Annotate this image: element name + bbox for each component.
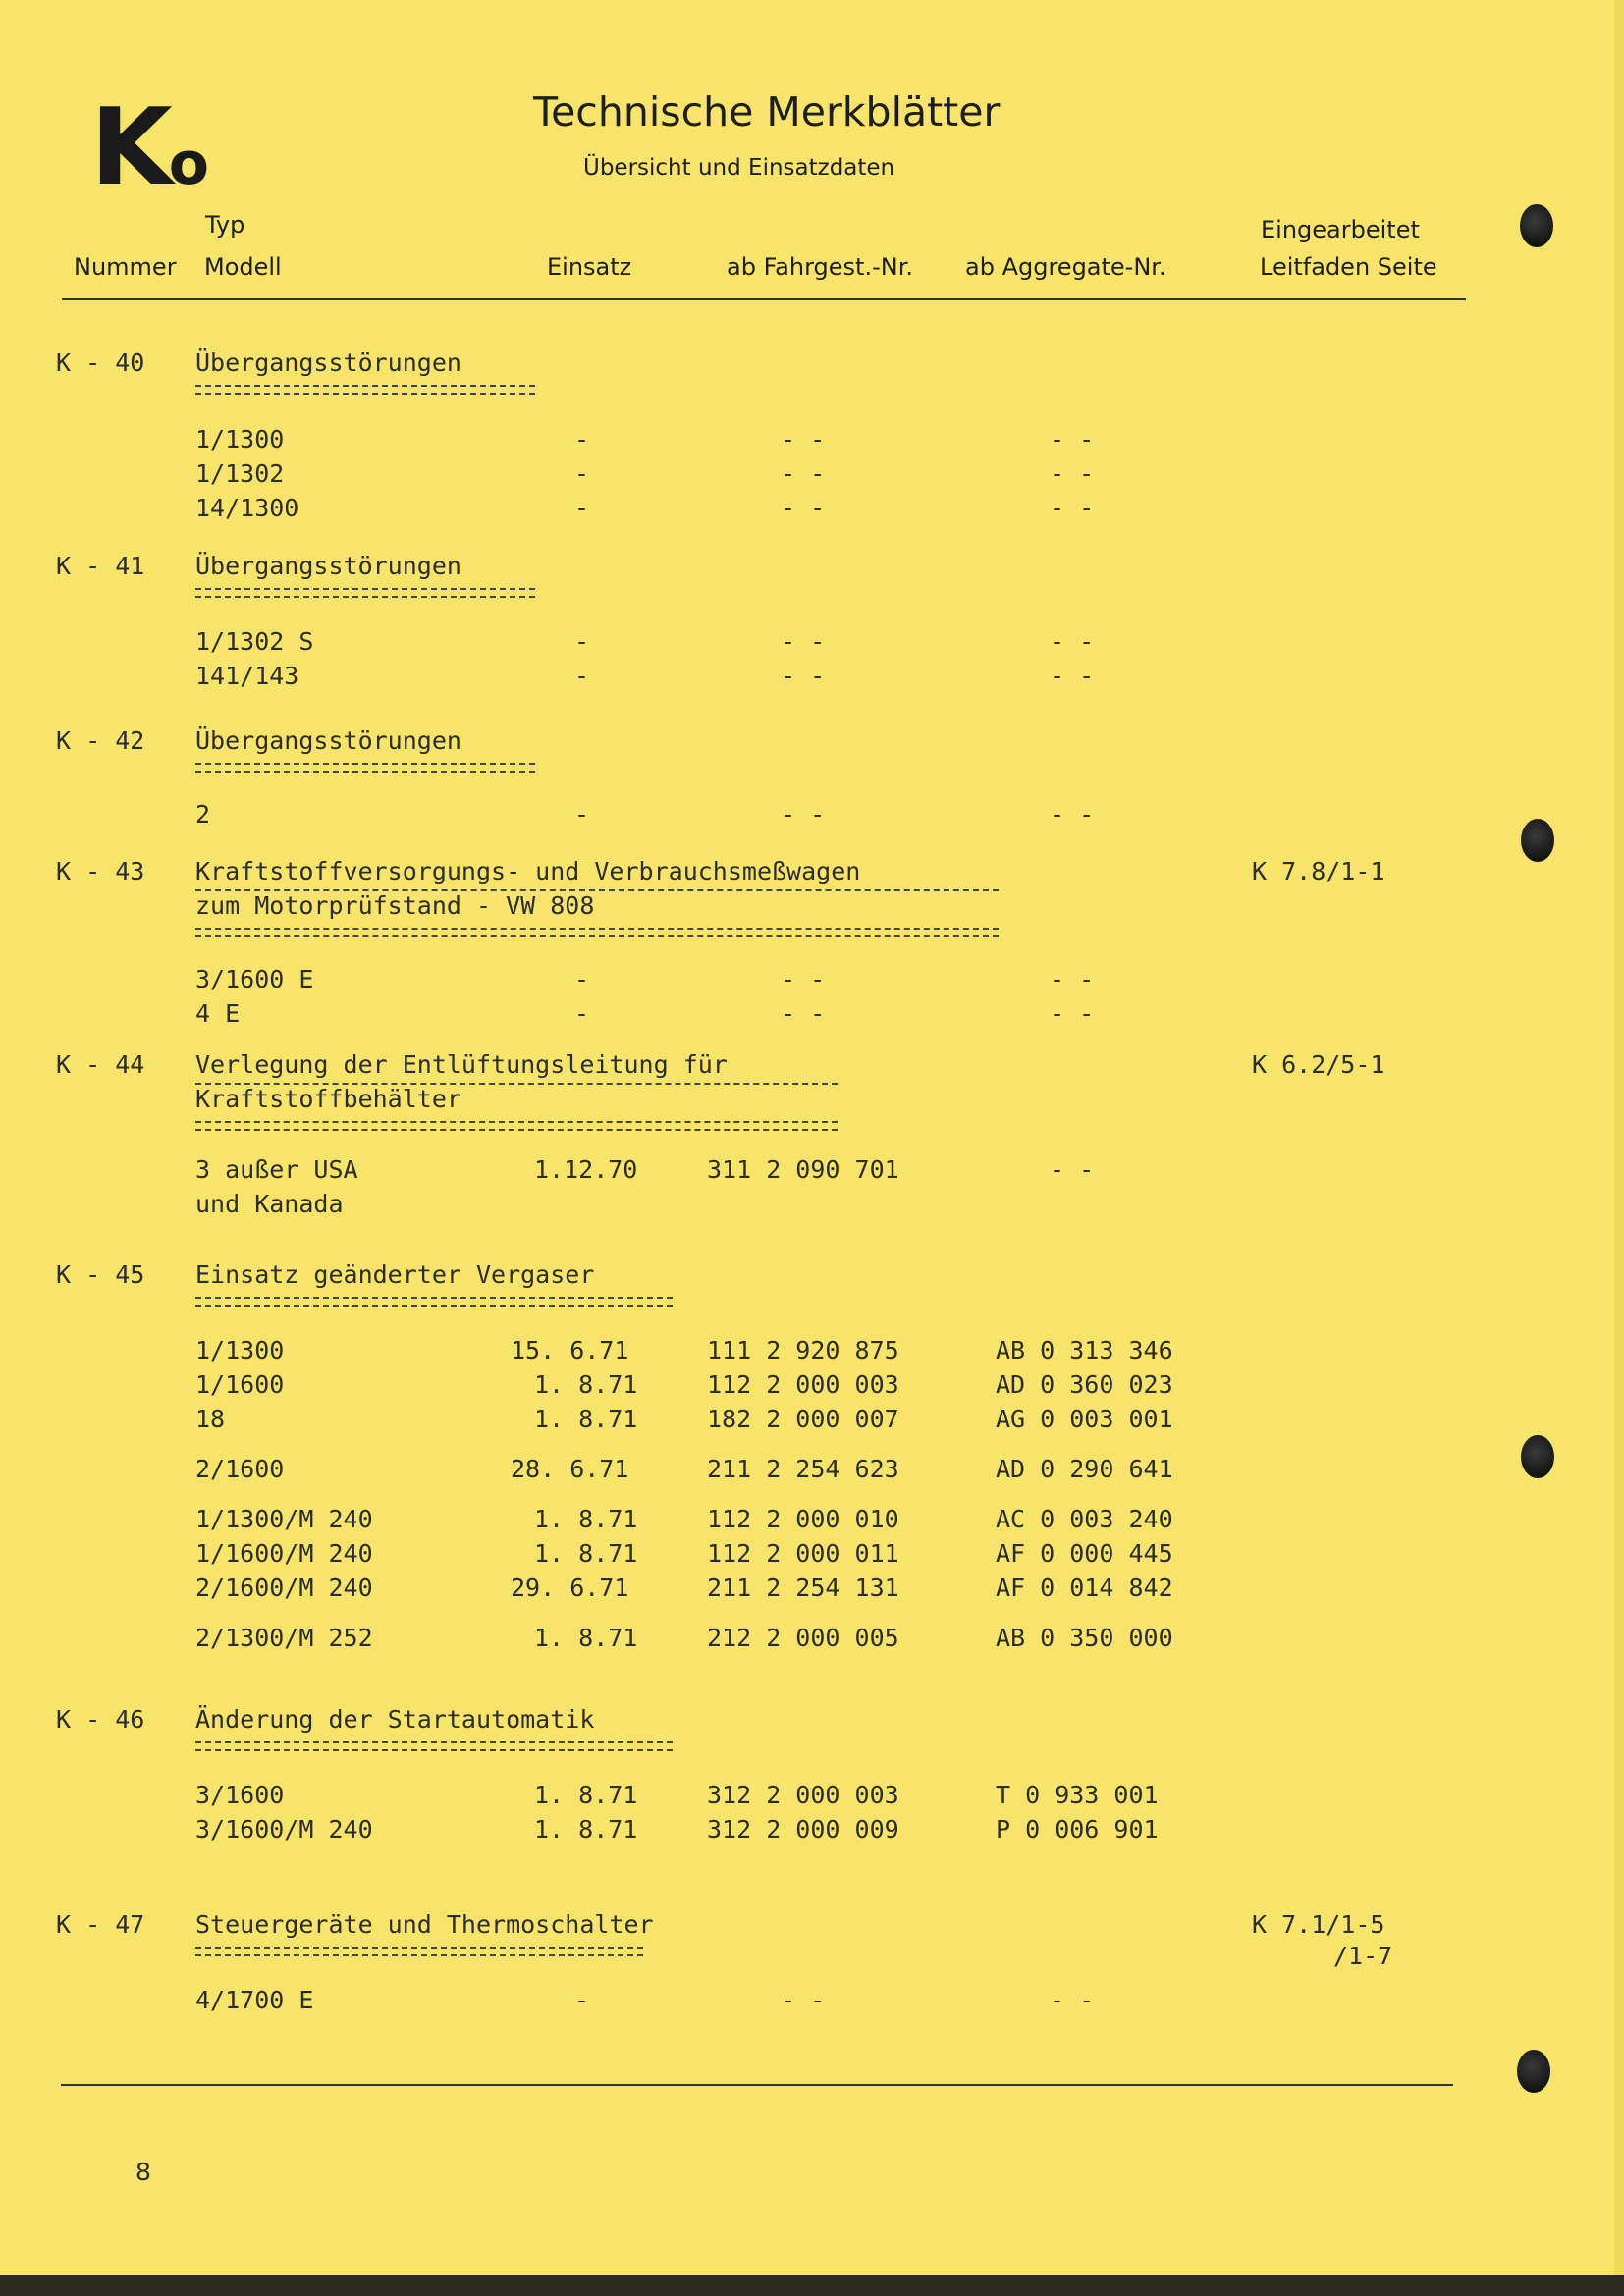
row-einsatz: 1. 8.71	[534, 1370, 638, 1399]
row-aggregat: P 0 006 901	[996, 1815, 1159, 1843]
row-model: 1/1300	[195, 425, 285, 454]
row-fahrgestell: 112 2 000 010	[707, 1505, 899, 1533]
leitfaden-ref: K 7.1/1-5	[1252, 1910, 1385, 1939]
row-fahrgestell: - -	[781, 965, 826, 993]
binder-hole-icon	[1521, 819, 1554, 862]
entry-title: Änderung der Startautomatik	[195, 1705, 595, 1734]
row-aggregat: - -	[1050, 999, 1095, 1028]
row-fahrgestell: - -	[781, 459, 826, 488]
entry-title: Übergangsstörungen	[195, 348, 461, 377]
entry-title: Übergangsstörungen	[195, 726, 461, 755]
entry-number: K - 47	[56, 1910, 145, 1939]
leitfaden-ref: K 7.8/1-1	[1252, 857, 1385, 885]
title-double-underline	[195, 385, 535, 395]
row-aggregat: - -	[1050, 965, 1095, 993]
entry-number: K - 44	[56, 1050, 145, 1079]
leitfaden-ref: /1-7	[1333, 1942, 1393, 1970]
logo-letter-o: o	[168, 130, 209, 198]
row-einsatz: -	[574, 662, 590, 690]
row-model: 2/1300/M 252	[195, 1624, 373, 1652]
page-number: 8	[135, 2158, 151, 2186]
row-fahrgestell: - -	[781, 800, 826, 828]
row-aggregat: - -	[1050, 800, 1095, 828]
row-model-continued: und Kanada	[195, 1190, 344, 1218]
row-model: 1/1302	[195, 459, 285, 488]
row-einsatz: -	[574, 965, 590, 993]
row-fahrgestell: 311 2 090 701	[707, 1155, 899, 1184]
row-model: 4 E	[195, 999, 241, 1028]
row-einsatz: 1. 8.71	[534, 1815, 638, 1843]
row-einsatz: -	[574, 800, 590, 828]
entry-title: Kraftstoffversorgungs- und Verbrauchsmeßwagen	[195, 857, 861, 885]
entry-number: K - 45	[56, 1260, 145, 1289]
row-model: 1/1600/M 240	[195, 1539, 373, 1568]
row-fahrgestell: 211 2 254 131	[707, 1574, 899, 1602]
row-aggregat: - -	[1050, 459, 1095, 488]
row-fahrgestell: - -	[781, 494, 826, 522]
row-model: 1/1600	[195, 1370, 285, 1399]
row-fahrgestell: 182 2 000 007	[707, 1405, 899, 1433]
row-fahrgestell: 212 2 000 005	[707, 1624, 899, 1652]
binder-hole-icon	[1520, 204, 1553, 247]
row-model: 1/1302 S	[195, 627, 314, 656]
entry-number: K - 42	[56, 726, 145, 755]
binder-hole-icon	[1517, 2050, 1550, 2093]
title-double-underline	[195, 1121, 838, 1131]
col-header-leitfaden: Leitfaden Seite	[1260, 253, 1437, 281]
row-fahrgestell: - -	[781, 662, 826, 690]
row-aggregat: AB 0 350 000	[996, 1624, 1173, 1652]
row-aggregat: AB 0 313 346	[996, 1336, 1173, 1364]
row-einsatz: 1. 8.71	[534, 1539, 638, 1568]
row-model: 3/1600 E	[195, 965, 314, 993]
entry-title: zum Motorprüfstand - VW 808	[195, 891, 595, 920]
title-double-underline	[195, 1741, 673, 1751]
row-fahrgestell: 211 2 254 623	[707, 1455, 899, 1483]
row-einsatz: 1.12.70	[534, 1155, 638, 1184]
row-model: 18	[195, 1405, 226, 1433]
entry-title: Verlegung der Entlüftungsleitung für	[195, 1050, 728, 1079]
row-aggregat: - -	[1050, 627, 1095, 656]
row-aggregat: AF 0 000 445	[996, 1539, 1173, 1568]
row-aggregat: T 0 933 001	[996, 1781, 1159, 1809]
row-fahrgestell: 111 2 920 875	[707, 1336, 899, 1364]
row-fahrgestell: 112 2 000 011	[707, 1539, 899, 1568]
logo-letter-k: K	[90, 86, 169, 209]
col-header-fahrgestell: ab Fahrgest.-Nr.	[727, 253, 913, 281]
col-header-eingearbeitet: Eingearbeitet	[1261, 216, 1420, 243]
title-double-underline	[195, 588, 535, 598]
row-einsatz: -	[574, 459, 590, 488]
col-header-nummer: Nummer	[74, 253, 177, 281]
entry-number: K - 40	[56, 348, 145, 377]
row-aggregat: AD 0 360 023	[996, 1370, 1173, 1399]
row-fahrgestell: - -	[781, 425, 826, 454]
entry-title: Übergangsstörungen	[195, 552, 461, 580]
row-model: 2/1600	[195, 1455, 285, 1483]
row-aggregat: AD 0 290 641	[996, 1455, 1173, 1483]
row-fahrgestell: - -	[781, 1986, 826, 2014]
row-model: 14/1300	[195, 494, 299, 522]
row-einsatz: 1. 8.71	[534, 1405, 638, 1433]
col-header-einsatz: Einsatz	[547, 253, 632, 281]
row-einsatz: 29. 6.71	[511, 1574, 629, 1602]
header-divider	[62, 298, 1466, 300]
row-einsatz: -	[574, 627, 590, 656]
entry-title: Steuergeräte und Thermoschalter	[195, 1910, 654, 1939]
row-aggregat: - -	[1050, 1155, 1095, 1184]
page-edge	[1614, 0, 1624, 2296]
entry-number: K - 43	[56, 857, 145, 885]
row-model: 2/1600/M 240	[195, 1574, 373, 1602]
row-model: 1/1300/M 240	[195, 1505, 373, 1533]
row-aggregat: - -	[1050, 494, 1095, 522]
row-model: 141/143	[195, 662, 299, 690]
entry-title: Kraftstoffbehälter	[195, 1085, 461, 1113]
entry-number: K - 46	[56, 1705, 145, 1734]
col-header-typ: Typ	[205, 211, 245, 239]
row-einsatz: -	[574, 494, 590, 522]
col-header-aggregate: ab Aggregate-Nr.	[965, 253, 1166, 281]
row-model: 3/1600	[195, 1781, 285, 1809]
row-aggregat: AC 0 003 240	[996, 1505, 1173, 1533]
row-model: 3 außer USA	[195, 1155, 358, 1184]
entry-number: K - 41	[56, 552, 145, 580]
row-aggregat: - -	[1050, 1986, 1095, 2014]
title-double-underline	[195, 1947, 643, 1956]
row-model: 2	[195, 800, 211, 828]
col-header-modell: Modell	[204, 253, 282, 281]
leitfaden-ref: K 6.2/5-1	[1252, 1050, 1385, 1079]
row-einsatz: -	[574, 1986, 590, 2014]
title-double-underline	[195, 928, 999, 937]
row-fahrgestell: 312 2 000 003	[707, 1781, 899, 1809]
page-edge-bottom	[0, 2275, 1624, 2296]
row-aggregat: AG 0 003 001	[996, 1405, 1173, 1433]
row-fahrgestell: 112 2 000 003	[707, 1370, 899, 1399]
title-double-underline	[195, 1297, 673, 1307]
row-einsatz: 28. 6.71	[511, 1455, 629, 1483]
row-einsatz: 15. 6.71	[511, 1336, 629, 1364]
page-subtitle: Übersicht und Einsatzdaten	[583, 155, 895, 181]
row-aggregat: - -	[1050, 425, 1095, 454]
page-title: Technische Merkblätter	[533, 88, 1001, 135]
logo	[90, 86, 209, 209]
row-einsatz: 1. 8.71	[534, 1624, 638, 1652]
row-aggregat: AF 0 014 842	[996, 1574, 1173, 1602]
row-model: 1/1300	[195, 1336, 285, 1364]
row-einsatz: 1. 8.71	[534, 1781, 638, 1809]
row-aggregat: - -	[1050, 662, 1095, 690]
row-model: 4/1700 E	[195, 1986, 314, 2014]
row-einsatz: 1. 8.71	[534, 1505, 638, 1533]
title-double-underline	[195, 763, 535, 773]
row-fahrgestell: - -	[781, 627, 826, 656]
entry-title: Einsatz geänderter Vergaser	[195, 1260, 595, 1289]
row-einsatz: -	[574, 425, 590, 454]
row-einsatz: -	[574, 999, 590, 1028]
binder-hole-icon	[1521, 1435, 1554, 1478]
row-fahrgestell: - -	[781, 999, 826, 1028]
footer-divider	[61, 2084, 1453, 2086]
row-fahrgestell: 312 2 000 009	[707, 1815, 899, 1843]
row-model: 3/1600/M 240	[195, 1815, 373, 1843]
